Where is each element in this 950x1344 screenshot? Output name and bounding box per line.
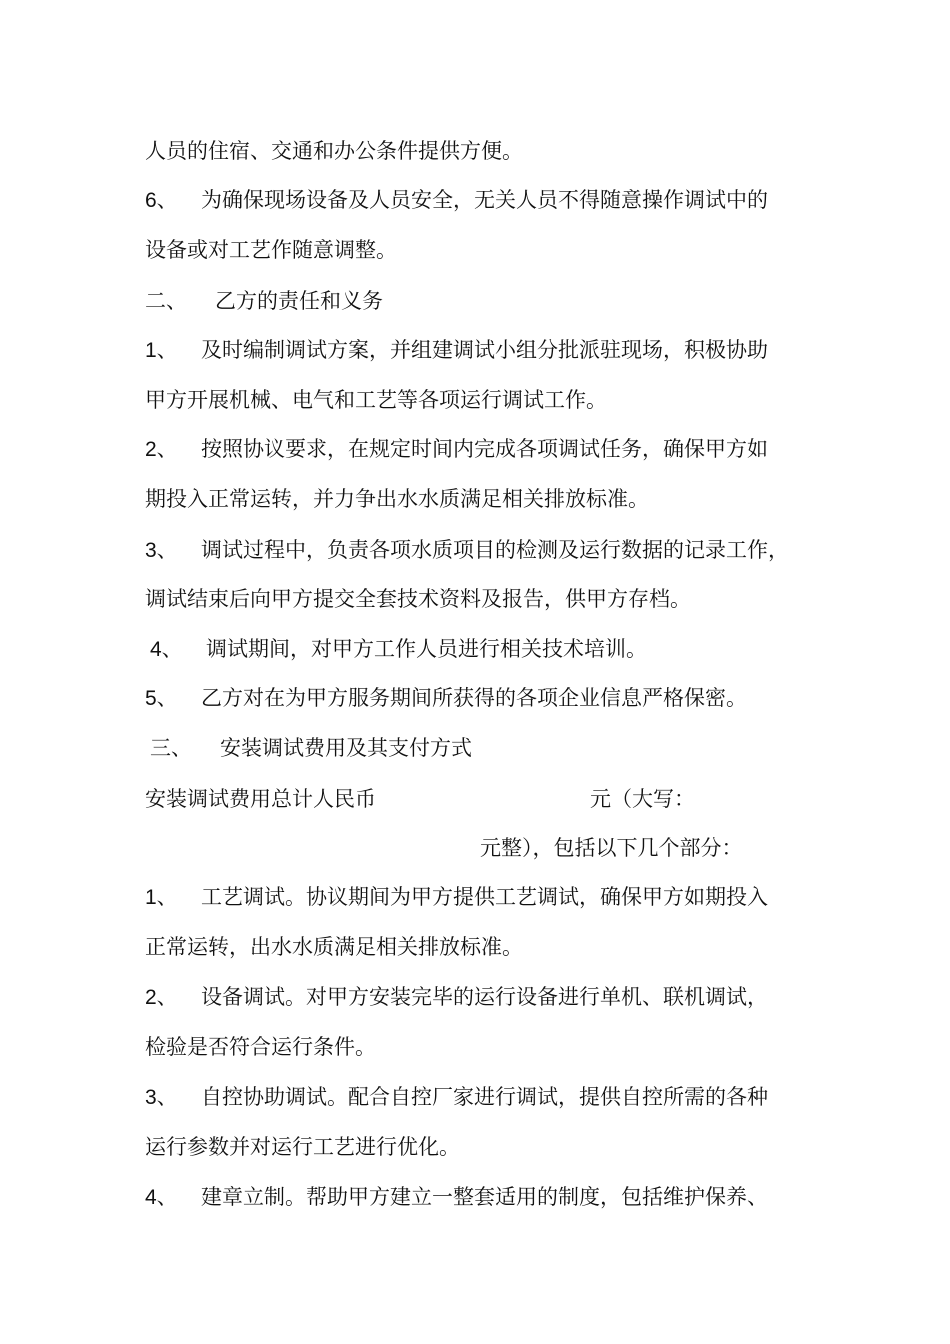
item-number: 4、: [145, 1186, 178, 1209]
list-item-6: [145, 185, 768, 215]
text-line: 运行参数并对运行工艺进行优化。: [145, 1135, 460, 1159]
item-text: 调试期间，对甲方工作人员进行相关技术培训。: [206, 637, 647, 661]
text-line: 甲方开展机械、电气和工艺等各项运行调试工作。: [145, 388, 607, 412]
text-line: 元整），包括以下几个部分：: [480, 836, 743, 860]
item-number: 3、: [145, 539, 178, 562]
paragraph-line: [145, 484, 649, 514]
list-item-3: [145, 535, 789, 565]
item-text: 及时编制调试方案，并组建调试小组分批派驻现场，积极协助: [201, 338, 768, 362]
item-number: 2、: [145, 986, 178, 1009]
item-number: 6、: [145, 189, 178, 212]
item-text: 乙方对在为甲方服务期间所获得的各项企业信息严格保密。: [201, 686, 747, 710]
list-item-4: [145, 1182, 768, 1212]
item-text: 为确保现场设备及人员安全，无关人员不得随意操作调试中的: [201, 188, 768, 212]
list-item-2: [145, 434, 768, 464]
text-line: 检验是否符合运行条件。: [145, 1035, 376, 1059]
item-text: 自控协助调试。配合自控厂家进行调试，提供自控所需的各种: [201, 1085, 768, 1109]
text-line: 正常运转，出水水质满足相关排放标准。: [145, 935, 523, 959]
item-number: 3、: [145, 1086, 178, 1109]
section-heading-2: [145, 286, 383, 316]
text-line: 人员的住宿、交通和办公条件提供方便。: [145, 139, 523, 163]
item-number: 4、: [150, 638, 183, 661]
paragraph-line: [145, 385, 607, 415]
item-number: 2、: [145, 438, 178, 461]
list-item-1: [145, 335, 768, 365]
paragraph-line: [145, 1132, 460, 1162]
item-text: 调试过程中，负责各项水质项目的检测及运行数据的记录工作，: [201, 538, 789, 562]
section-heading-3: [150, 733, 472, 763]
paragraph-line: [145, 136, 523, 166]
fee-uppercase-label: [590, 784, 695, 814]
item-number: 5、: [145, 687, 178, 710]
list-item-4: [150, 634, 647, 664]
text-line: 元（大写：: [590, 787, 695, 811]
item-text: 设备调试。对甲方安装完毕的运行设备进行单机、联机调试，: [201, 985, 768, 1009]
section-title: 乙方的责任和义务: [215, 289, 383, 313]
item-text: 工艺调试。协议期间为甲方提供工艺调试，确保甲方如期投入: [201, 885, 768, 909]
fee-line: [145, 784, 376, 814]
item-text: 建章立制。帮助甲方建立一整套适用的制度，包括维护保养、: [201, 1185, 768, 1209]
list-item-5: [145, 683, 747, 713]
text-line: 调试结束后向甲方提交全套技术资料及报告，供甲方存档。: [145, 587, 691, 611]
list-item-2: [145, 982, 768, 1012]
section-number: 二、: [145, 289, 187, 313]
section-title: 安装调试费用及其支付方式: [220, 736, 472, 760]
list-item-1: [145, 882, 768, 912]
paragraph-line: [145, 932, 523, 962]
paragraph-line: [145, 584, 691, 614]
fee-label: 安装调试费用总计人民币: [145, 787, 376, 811]
paragraph-line: [145, 235, 397, 265]
text-line: 设备或对工艺作随意调整。: [145, 238, 397, 262]
paragraph-line: [145, 1032, 376, 1062]
list-item-3: [145, 1082, 768, 1112]
section-number: 三、: [150, 736, 192, 760]
fee-line-cont: [480, 833, 743, 863]
text-line: 期投入正常运转，并力争出水水质满足相关排放标准。: [145, 487, 649, 511]
item-number: 1、: [145, 339, 178, 362]
item-number: 1、: [145, 886, 178, 909]
item-text: 按照协议要求，在规定时间内完成各项调试任务，确保甲方如: [201, 437, 768, 461]
